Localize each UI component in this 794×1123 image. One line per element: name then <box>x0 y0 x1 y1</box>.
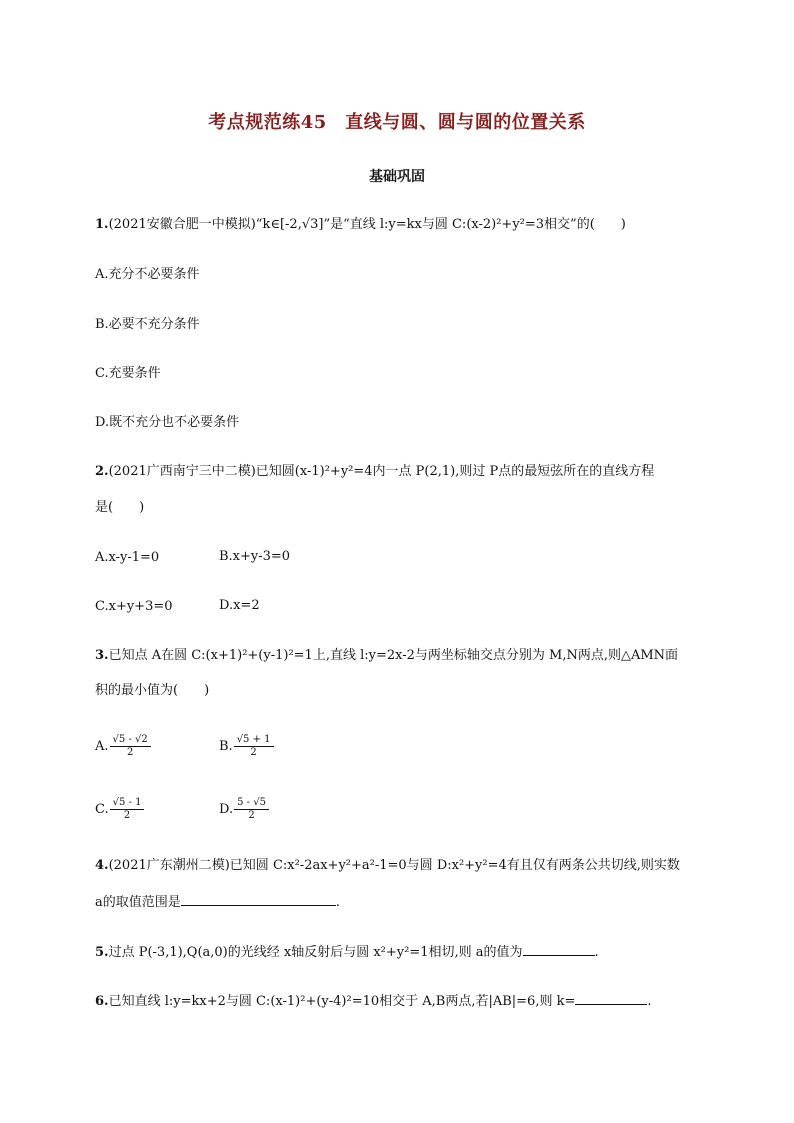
question-text: (2021广东潮州二模)已知圆 C:x²-2ax+y²+a²-1=0与圆 D:x²+y²=4有且仅有两条公共切线,则实数 <box>108 858 680 873</box>
option-label: A. <box>95 739 109 754</box>
fraction-denominator: 2 <box>250 747 257 758</box>
option-d <box>219 797 269 822</box>
answer-blank[interactable] <box>523 941 595 956</box>
fraction-denominator: 2 <box>123 810 131 821</box>
period: . <box>335 895 340 910</box>
period: . <box>647 994 652 1009</box>
fraction-numerator: √5 - 1 <box>110 797 145 810</box>
section-title: 基础巩固 <box>369 169 425 185</box>
fraction-numerator: √5 - √2 <box>110 734 151 747</box>
fraction-numerator: √5 + 1 <box>234 734 274 747</box>
option-d: D.既不充分也不必要条件 <box>95 415 240 430</box>
question-number: 5. <box>95 945 109 960</box>
option-a: A.充分不必要条件 <box>95 267 200 282</box>
fraction <box>110 734 151 759</box>
option-label: D. <box>219 802 234 817</box>
question-3-continued: 积的最小值为( ) <box>95 683 210 698</box>
question-2 <box>95 463 654 481</box>
period: . <box>594 945 599 960</box>
option-d: D.x=2 <box>219 598 260 613</box>
question-text: 过点 P(-3,1),Q(a,0)的光线经 x轴反射后与圆 x²+y²=1相切,则 a的值为 <box>108 945 523 960</box>
option-a: A.x-y-1=0 <box>95 550 160 565</box>
question-text: 已知直线 l:y=kx+2与圆 C:(x-1)²+(y-4)²=10相交于 A,B两点,若|AB|=6,则 k= <box>108 994 576 1009</box>
fraction <box>234 734 274 759</box>
answer-blank[interactable] <box>575 990 647 1005</box>
answer-blank[interactable] <box>181 891 336 906</box>
question-1 <box>95 216 626 234</box>
fraction <box>234 797 269 822</box>
question-number: 4. <box>95 858 109 873</box>
question-3 <box>95 647 678 665</box>
fraction-denominator: 2 <box>248 810 255 821</box>
question-2-continued: 是( ) <box>95 500 145 515</box>
option-b: B.x+y-3=0 <box>219 549 291 564</box>
question-number: 2. <box>95 464 109 479</box>
option-b: B.必要不充分条件 <box>95 317 200 332</box>
question-number: 6. <box>95 994 109 1009</box>
question-4-continued <box>95 891 340 912</box>
page-title: 考点规范练45 直线与圆、圆与圆的位置关系 <box>208 112 586 133</box>
fraction <box>110 797 145 822</box>
option-label: B. <box>219 739 233 754</box>
question-text: 已知点 A在圆 C:(x+1)²+(y-1)²=1上,直线 l:y=2x-2与两坐标轴交点分别为 M,N两点,则△AMN面 <box>108 648 679 663</box>
question-text: (2021广西南宁三中二模)已知圆(x-1)²+y²=4内一点 P(2,1),则过 P点的最短弦所在的直线方程 <box>108 464 655 479</box>
option-c: C.x+y+3=0 <box>95 599 173 614</box>
option-a <box>95 734 151 759</box>
question-4 <box>95 857 680 875</box>
option-c: C.充要条件 <box>95 366 161 381</box>
question-text: a的取值范围是 <box>95 895 181 910</box>
question-text: (2021安徽合肥一中模拟)“k∈[-2,√3]”是“直线 l:y=kx与圆 C:(x-2)²+y²=3相交”的( ) <box>108 217 626 232</box>
option-label: C. <box>95 802 109 817</box>
fraction-denominator: 2 <box>126 747 134 758</box>
question-6 <box>95 990 652 1011</box>
option-b <box>219 734 274 759</box>
option-c <box>95 797 144 822</box>
question-number: 1. <box>95 217 109 232</box>
question-number: 3. <box>95 648 109 663</box>
question-5 <box>95 941 599 962</box>
fraction-numerator: 5 - √5 <box>234 797 269 810</box>
